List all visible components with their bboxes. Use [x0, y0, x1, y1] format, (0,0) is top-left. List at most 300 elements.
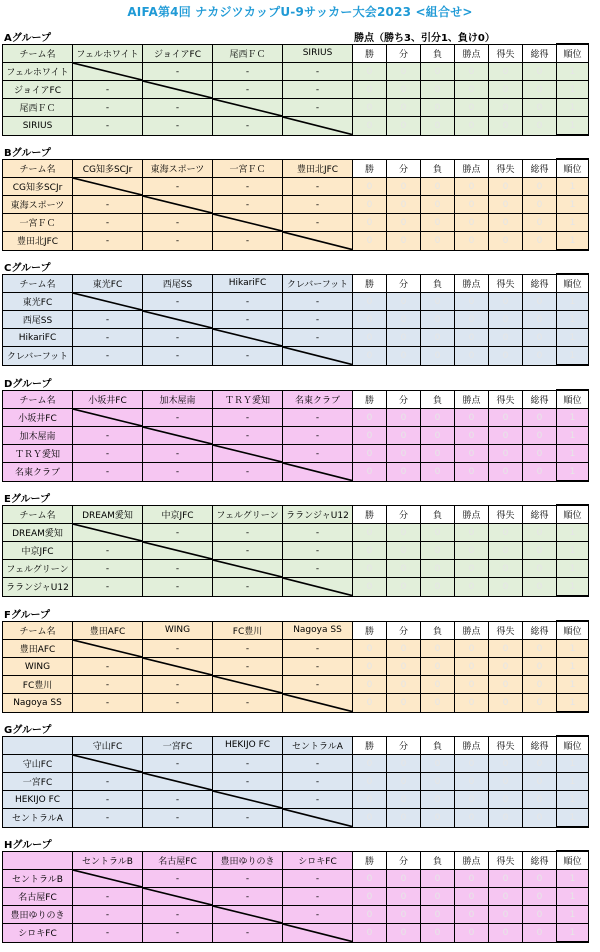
- column-team-name: ＴＲＹ愛知: [213, 390, 283, 409]
- diagonal-line: [213, 445, 282, 462]
- corner-label: チーム名: [3, 505, 73, 524]
- self-match-cell: [73, 293, 143, 311]
- match-result-cell: -: [143, 870, 213, 888]
- stat-header: 得失: [489, 274, 523, 293]
- stat-cell: 0: [387, 888, 421, 906]
- stat-cell: 0: [489, 347, 523, 366]
- stat-cell: 0: [523, 293, 557, 311]
- stat-cell: 0: [489, 117, 523, 136]
- stat-cell: 0: [387, 924, 421, 943]
- stat-cell: 0: [387, 311, 421, 329]
- stat-cell: 0: [455, 773, 489, 791]
- diagonal-line: [283, 347, 352, 365]
- team-row: [3, 178, 589, 196]
- stat-header: 分: [387, 390, 421, 409]
- stat-cell: 0: [421, 791, 455, 809]
- group-label: Dグループ: [4, 379, 52, 390]
- column-team-name: シロキFC: [283, 851, 353, 870]
- self-match-cell: [73, 524, 143, 542]
- stat-cell: 0: [387, 329, 421, 347]
- stat-cell: 0: [489, 427, 523, 445]
- stat-cell: 0: [421, 63, 455, 81]
- stat-header: 勝: [353, 159, 387, 178]
- stat-cell: 0: [353, 640, 387, 658]
- stat-cell: 0: [353, 755, 387, 773]
- stat-cell: 0: [455, 178, 489, 196]
- stat-cell: 0: [353, 293, 387, 311]
- stat-cell: 0: [523, 117, 557, 136]
- stat-header: 負: [421, 159, 455, 178]
- team-row: [3, 870, 589, 888]
- group-label: Hグループ: [4, 840, 52, 851]
- stat-cell: 0: [421, 773, 455, 791]
- rank-cell: 1: [557, 658, 589, 676]
- stat-cell: 0: [523, 445, 557, 463]
- match-result-cell: -: [73, 888, 143, 906]
- stat-header: 勝点: [455, 159, 489, 178]
- column-team-name: CG知多SCJr: [73, 159, 143, 178]
- stat-header: 得失: [489, 159, 523, 178]
- team-row: [3, 311, 589, 329]
- stat-cell: 0: [421, 214, 455, 232]
- team-row: [3, 694, 589, 713]
- match-result-cell: -: [213, 542, 283, 560]
- stat-cell: 0: [387, 196, 421, 214]
- stat-cell: 0: [353, 542, 387, 560]
- stat-cell: 0: [489, 178, 523, 196]
- stat-cell: 0: [455, 463, 489, 482]
- stat-cell: 0: [387, 542, 421, 560]
- stat-cell: 0: [421, 694, 455, 713]
- diagonal-line: [283, 694, 352, 712]
- team-row: [3, 409, 589, 427]
- row-team-name: CG知多SCJr: [3, 178, 73, 196]
- standings-table: [2, 504, 589, 597]
- stat-cell: 0: [455, 445, 489, 463]
- stat-cell: 0: [421, 542, 455, 560]
- corner-label: [3, 851, 73, 870]
- diagonal-line: [73, 293, 142, 310]
- column-team-name: WING: [143, 621, 213, 640]
- rank-cell: 1: [557, 676, 589, 694]
- stat-header: 勝: [353, 736, 387, 755]
- stat-header: 順位: [557, 390, 589, 409]
- row-team-name: 西尾SS: [3, 311, 73, 329]
- row-team-name: 名古屋FC: [3, 888, 73, 906]
- stat-cell: 0: [421, 906, 455, 924]
- self-match-cell: [283, 347, 353, 366]
- stat-header: 総得: [523, 505, 557, 524]
- match-result-cell: -: [143, 445, 213, 463]
- stat-cell: 0: [421, 347, 455, 366]
- match-result-cell: -: [143, 99, 213, 117]
- rank-cell: 1: [557, 773, 589, 791]
- stat-cell: 0: [387, 347, 421, 366]
- stat-cell: 0: [353, 445, 387, 463]
- column-team-name: DREAM愛知: [73, 505, 143, 524]
- rank-cell: 1: [557, 463, 589, 482]
- group-label: Cグループ: [4, 263, 51, 274]
- self-match-cell: [213, 329, 283, 347]
- column-team-name: 守山FC: [73, 736, 143, 755]
- stat-cell: 0: [353, 924, 387, 943]
- rank-cell: 1: [557, 347, 589, 366]
- self-match-cell: [73, 178, 143, 196]
- stat-cell: 0: [455, 524, 489, 542]
- match-result-cell: -: [213, 870, 283, 888]
- column-team-name: 一宮FC: [143, 736, 213, 755]
- match-result-cell: -: [73, 791, 143, 809]
- stat-cell: 0: [455, 755, 489, 773]
- stat-cell: 0: [455, 196, 489, 214]
- match-result-cell: -: [143, 578, 213, 597]
- row-team-name: 名東クラブ: [3, 463, 73, 482]
- diagonal-line: [283, 809, 352, 827]
- stat-cell: 0: [455, 81, 489, 99]
- stat-header: 順位: [557, 505, 589, 524]
- stat-cell: 0: [489, 791, 523, 809]
- row-team-name: FC豊川: [3, 676, 73, 694]
- rank-cell: 1: [557, 63, 589, 81]
- stat-cell: 0: [455, 63, 489, 81]
- team-row: [3, 640, 589, 658]
- diagonal-line: [143, 311, 212, 328]
- match-result-cell: -: [283, 888, 353, 906]
- match-result-cell: -: [73, 347, 143, 366]
- match-result-cell: -: [283, 791, 353, 809]
- corner-label: チーム名: [3, 390, 73, 409]
- stat-cell: 0: [353, 427, 387, 445]
- stat-cell: 0: [421, 463, 455, 482]
- team-row: [3, 906, 589, 924]
- match-result-cell: -: [73, 214, 143, 232]
- self-match-cell: [73, 640, 143, 658]
- stat-cell: 0: [455, 232, 489, 251]
- match-result-cell: -: [73, 445, 143, 463]
- row-team-name: 一宮ＦＣ: [3, 214, 73, 232]
- stat-cell: 0: [421, 196, 455, 214]
- rank-cell: 1: [557, 232, 589, 251]
- diagonal-line: [213, 676, 282, 693]
- stat-header: 総得: [523, 736, 557, 755]
- rank-cell: 1: [557, 214, 589, 232]
- rank-cell: 1: [557, 196, 589, 214]
- stat-cell: 0: [387, 445, 421, 463]
- stat-cell: 0: [387, 427, 421, 445]
- match-result-cell: -: [73, 99, 143, 117]
- match-result-cell: -: [213, 640, 283, 658]
- column-team-name: 豊田北JFC: [283, 159, 353, 178]
- column-team-name: 小坂井FC: [73, 390, 143, 409]
- column-team-name: フェルグリーン: [213, 505, 283, 524]
- stat-header: 順位: [557, 851, 589, 870]
- column-team-name: 豊田AFC: [73, 621, 143, 640]
- stat-header: 分: [387, 505, 421, 524]
- match-result-cell: -: [143, 755, 213, 773]
- stat-cell: 0: [523, 906, 557, 924]
- row-team-name: 豊田AFC: [3, 640, 73, 658]
- stat-cell: 0: [455, 311, 489, 329]
- stat-cell: 0: [421, 117, 455, 136]
- team-row: [3, 578, 589, 597]
- row-team-name: 豊田ゆりのき: [3, 906, 73, 924]
- team-row: [3, 99, 589, 117]
- stat-header: 順位: [557, 736, 589, 755]
- standings-table: [2, 43, 589, 136]
- stat-header: 勝: [353, 851, 387, 870]
- stat-cell: 0: [387, 791, 421, 809]
- stat-cell: 0: [523, 81, 557, 99]
- stat-cell: 0: [523, 791, 557, 809]
- row-team-name: ＴＲＹ愛知: [3, 445, 73, 463]
- row-team-name: シロキFC: [3, 924, 73, 943]
- stat-cell: 0: [489, 329, 523, 347]
- stat-cell: 0: [353, 311, 387, 329]
- stat-header: 総得: [523, 621, 557, 640]
- stat-cell: 0: [455, 906, 489, 924]
- stat-header: 得失: [489, 851, 523, 870]
- stat-cell: 0: [489, 63, 523, 81]
- team-row: [3, 196, 589, 214]
- team-row: [3, 542, 589, 560]
- stat-cell: 0: [455, 924, 489, 943]
- column-team-name: 名東クラブ: [283, 390, 353, 409]
- self-match-cell: [143, 196, 213, 214]
- stat-cell: 0: [421, 311, 455, 329]
- self-match-cell: [213, 676, 283, 694]
- match-result-cell: -: [283, 329, 353, 347]
- team-row: [3, 329, 589, 347]
- diagonal-line: [73, 63, 142, 80]
- match-result-cell: -: [213, 809, 283, 828]
- rank-cell: 1: [557, 542, 589, 560]
- match-result-cell: -: [73, 676, 143, 694]
- match-result-cell: -: [213, 755, 283, 773]
- diagonal-line: [213, 791, 282, 808]
- row-team-name: 中京JFC: [3, 542, 73, 560]
- match-result-cell: -: [73, 658, 143, 676]
- stat-cell: 0: [455, 347, 489, 366]
- rank-cell: 1: [557, 906, 589, 924]
- stat-cell: 0: [489, 888, 523, 906]
- match-result-cell: -: [73, 463, 143, 482]
- team-row: [3, 755, 589, 773]
- match-result-cell: -: [73, 924, 143, 943]
- stat-cell: 0: [353, 232, 387, 251]
- match-result-cell: -: [143, 640, 213, 658]
- match-result-cell: -: [283, 870, 353, 888]
- row-team-name: 尾西ＦＣ: [3, 99, 73, 117]
- match-result-cell: -: [73, 311, 143, 329]
- row-team-name: Nagoya SS: [3, 694, 73, 713]
- stat-cell: 0: [455, 640, 489, 658]
- team-row: [3, 63, 589, 81]
- header-row: [3, 851, 589, 870]
- team-row: [3, 791, 589, 809]
- diagonal-line: [73, 640, 142, 657]
- standings-table: [2, 158, 589, 251]
- corner-label: チーム名: [3, 159, 73, 178]
- match-result-cell: -: [143, 524, 213, 542]
- row-team-name: セントラルA: [3, 809, 73, 828]
- column-team-name: 一宮ＦＣ: [213, 159, 283, 178]
- match-result-cell: -: [143, 117, 213, 136]
- standings-table: [2, 273, 589, 366]
- rank-cell: 1: [557, 81, 589, 99]
- match-result-cell: -: [143, 178, 213, 196]
- stat-cell: 0: [421, 560, 455, 578]
- stat-cell: 0: [489, 214, 523, 232]
- stat-cell: 0: [523, 99, 557, 117]
- rank-cell: 1: [557, 427, 589, 445]
- stat-cell: 0: [489, 542, 523, 560]
- column-team-name: Nagoya SS: [283, 621, 353, 640]
- stat-cell: 0: [455, 658, 489, 676]
- stat-cell: 0: [421, 676, 455, 694]
- self-match-cell: [213, 214, 283, 232]
- stat-cell: 0: [523, 232, 557, 251]
- stat-cell: 0: [387, 578, 421, 597]
- corner-label: チーム名: [3, 274, 73, 293]
- team-row: [3, 809, 589, 828]
- match-result-cell: -: [213, 463, 283, 482]
- self-match-cell: [73, 63, 143, 81]
- stat-cell: 0: [523, 658, 557, 676]
- stat-cell: 0: [387, 63, 421, 81]
- diagonal-line: [143, 542, 212, 559]
- diagonal-line: [213, 329, 282, 346]
- match-result-cell: -: [283, 755, 353, 773]
- header-row: [3, 390, 589, 409]
- stat-cell: 0: [421, 409, 455, 427]
- stat-header: 得失: [489, 390, 523, 409]
- match-result-cell: -: [213, 924, 283, 943]
- team-row: [3, 427, 589, 445]
- match-result-cell: -: [283, 196, 353, 214]
- match-result-cell: -: [143, 347, 213, 366]
- match-result-cell: -: [73, 196, 143, 214]
- self-match-cell: [143, 773, 213, 791]
- match-result-cell: -: [73, 542, 143, 560]
- diagonal-line: [73, 178, 142, 195]
- stat-cell: 0: [489, 560, 523, 578]
- stat-cell: 0: [523, 63, 557, 81]
- stat-cell: 0: [353, 888, 387, 906]
- match-result-cell: -: [213, 658, 283, 676]
- stat-cell: 0: [489, 694, 523, 713]
- stat-cell: 0: [455, 560, 489, 578]
- team-row: [3, 347, 589, 366]
- standings-table: [2, 389, 589, 482]
- group-label: Gグループ: [4, 725, 52, 736]
- row-team-name: ラランジャU12: [3, 578, 73, 597]
- stat-header: 負: [421, 274, 455, 293]
- match-result-cell: -: [283, 773, 353, 791]
- stat-header: 総得: [523, 851, 557, 870]
- rank-cell: 1: [557, 640, 589, 658]
- diagonal-line: [143, 81, 212, 98]
- stat-cell: 0: [421, 640, 455, 658]
- stat-header: 総得: [523, 159, 557, 178]
- stat-header: 順位: [557, 274, 589, 293]
- stat-cell: 0: [455, 293, 489, 311]
- stat-cell: 0: [489, 232, 523, 251]
- stat-cell: 0: [387, 409, 421, 427]
- rank-cell: 1: [557, 178, 589, 196]
- stat-header: 順位: [557, 44, 589, 63]
- stat-header: 勝: [353, 274, 387, 293]
- stat-cell: 0: [353, 694, 387, 713]
- stat-cell: 0: [353, 196, 387, 214]
- match-result-cell: -: [73, 809, 143, 828]
- rank-cell: 1: [557, 329, 589, 347]
- match-result-cell: -: [283, 409, 353, 427]
- stat-cell: 0: [421, 888, 455, 906]
- stat-cell: 0: [421, 81, 455, 99]
- rank-cell: 1: [557, 924, 589, 943]
- column-team-name: 豊田ゆりのき: [213, 851, 283, 870]
- row-team-name: SIRIUS: [3, 117, 73, 136]
- column-team-name: 名古屋FC: [143, 851, 213, 870]
- stat-cell: 0: [421, 578, 455, 597]
- stat-cell: 0: [387, 694, 421, 713]
- diagonal-line: [283, 232, 352, 250]
- stat-cell: 0: [455, 409, 489, 427]
- team-row: [3, 524, 589, 542]
- team-row: [3, 560, 589, 578]
- self-match-cell: [213, 791, 283, 809]
- match-result-cell: -: [213, 117, 283, 136]
- match-result-cell: -: [283, 906, 353, 924]
- stat-cell: 0: [455, 214, 489, 232]
- stat-cell: 0: [523, 524, 557, 542]
- stat-cell: 0: [421, 329, 455, 347]
- rank-cell: 1: [557, 791, 589, 809]
- stat-cell: 0: [523, 560, 557, 578]
- stat-cell: 0: [421, 445, 455, 463]
- match-result-cell: -: [73, 329, 143, 347]
- header-row: [3, 621, 589, 640]
- row-team-name: 加木屋南: [3, 427, 73, 445]
- row-team-name: クレバーフット: [3, 347, 73, 366]
- row-team-name: セントラルB: [3, 870, 73, 888]
- standings-table: [2, 850, 589, 943]
- stat-cell: 0: [455, 117, 489, 136]
- stat-header: 分: [387, 159, 421, 178]
- stat-cell: 0: [387, 870, 421, 888]
- stat-cell: 0: [387, 658, 421, 676]
- stat-header: 勝点: [455, 44, 489, 63]
- stat-header: 総得: [523, 44, 557, 63]
- column-team-name: FC豊川: [213, 621, 283, 640]
- column-team-name: クレバーフット: [283, 274, 353, 293]
- stat-header: 負: [421, 736, 455, 755]
- match-result-cell: -: [143, 791, 213, 809]
- stat-cell: 0: [421, 870, 455, 888]
- stat-cell: 0: [353, 117, 387, 136]
- column-team-name: セントラルA: [283, 736, 353, 755]
- match-result-cell: -: [283, 676, 353, 694]
- match-result-cell: -: [73, 427, 143, 445]
- stat-header: 勝: [353, 505, 387, 524]
- stat-cell: 0: [353, 524, 387, 542]
- rank-cell: 1: [557, 578, 589, 597]
- page-title: AIFA第4回 ナカジツカップU-9サッカー大会2023 <組合せ>: [127, 5, 473, 19]
- stat-cell: 0: [489, 463, 523, 482]
- stat-cell: 0: [387, 676, 421, 694]
- match-result-cell: -: [213, 409, 283, 427]
- stat-cell: 0: [387, 81, 421, 99]
